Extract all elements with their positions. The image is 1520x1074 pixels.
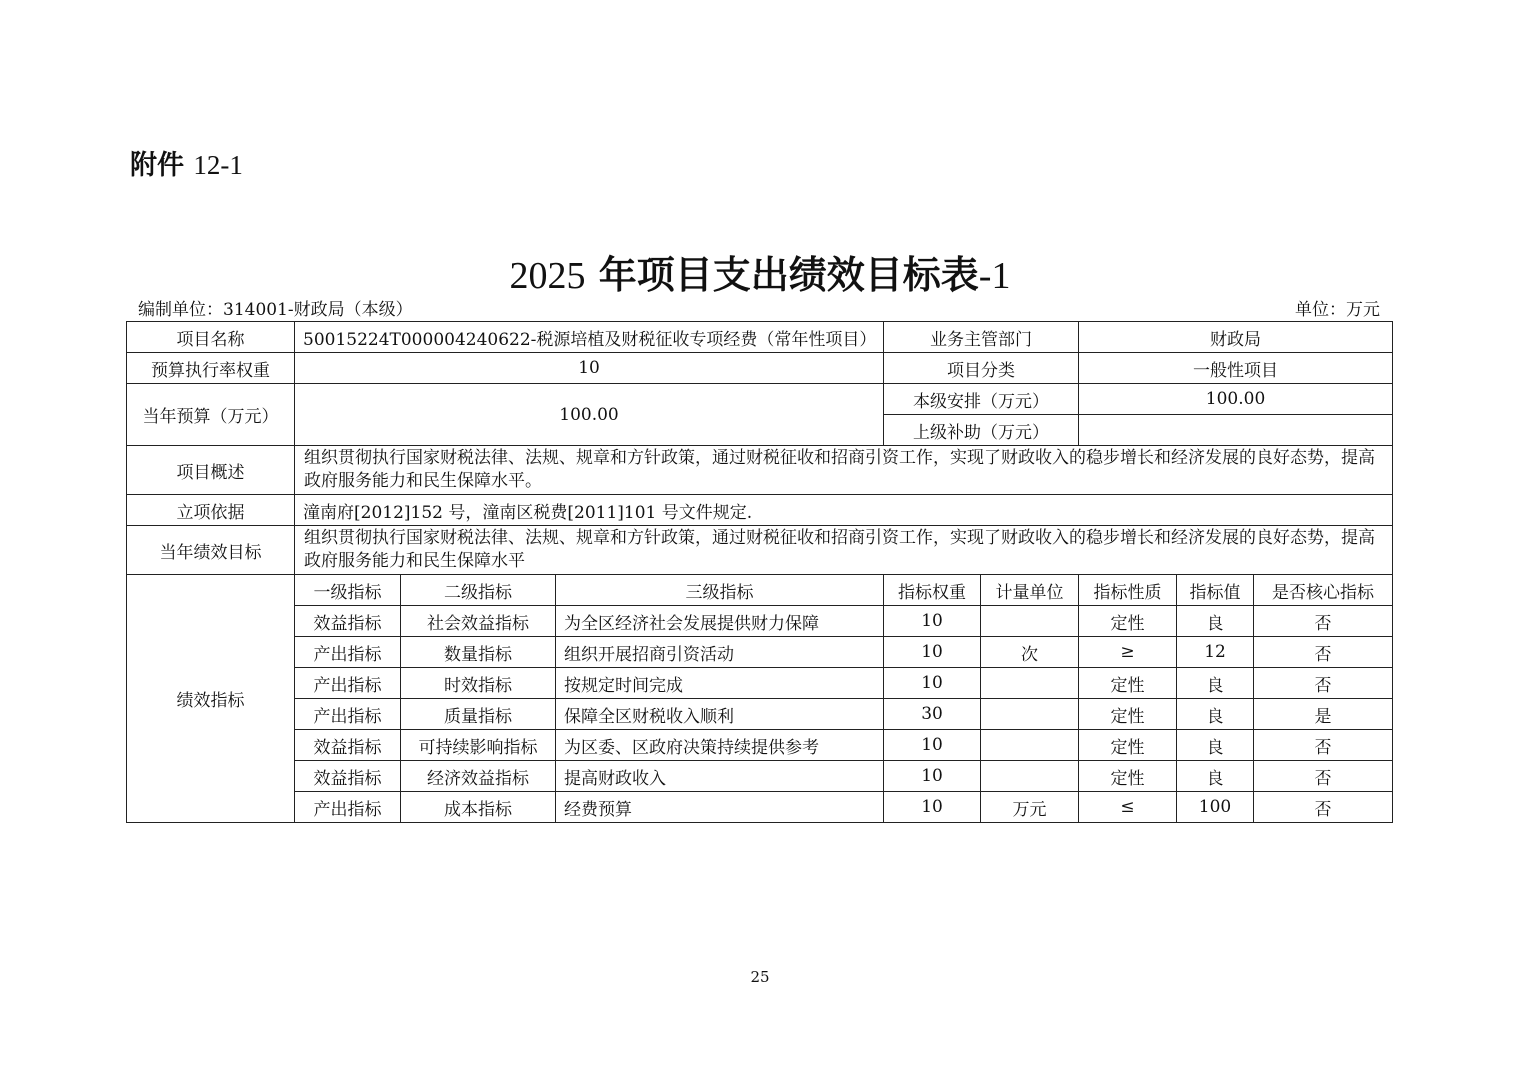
row-overview xyxy=(127,446,1393,495)
cell-level2: 成本指标 xyxy=(401,792,556,823)
cell-core: 否 xyxy=(1254,730,1393,761)
table-row xyxy=(127,606,1393,637)
overview-value: 组织贯彻执行国家财税法律、法规、规章和方针政策，通过财税征收和招商引资工作，实现了财政收入的稳步增长和经济发展的良好态势，提高政府服务能力和民生保障水平。 xyxy=(295,446,1393,495)
cell-level1: 效益指标 xyxy=(295,730,401,761)
cell-level1: 效益指标 xyxy=(295,606,401,637)
cell-level1: 产出指标 xyxy=(295,637,401,668)
basis-value: 潼南府[2012]152 号，潼南区税费[2011]101 号文件规定. xyxy=(295,495,1393,526)
cell-core: 否 xyxy=(1254,606,1393,637)
page-title xyxy=(0,244,1520,299)
cell-value: 100 xyxy=(1177,792,1254,823)
page-number: 25 xyxy=(750,968,770,986)
goal-label: 当年绩效目标 xyxy=(127,526,295,575)
weight-label: 预算执行率权重 xyxy=(127,353,295,384)
compiling-unit: 编制单位：314001-财政局（本级） xyxy=(138,300,413,320)
cell-weight: 10 xyxy=(884,637,981,668)
table-row xyxy=(127,699,1393,730)
cell-unit xyxy=(981,668,1079,699)
cell-level3: 保障全区财税收入顺利 xyxy=(556,699,884,730)
cell-value: 良 xyxy=(1177,606,1254,637)
cell-level3: 按规定时间完成 xyxy=(556,668,884,699)
table-row xyxy=(127,668,1393,699)
header-level2: 二级指标 xyxy=(401,575,556,606)
category-label: 项目分类 xyxy=(884,353,1079,384)
cell-weight: 30 xyxy=(884,699,981,730)
cell-core: 否 xyxy=(1254,792,1393,823)
weight-value: 10 xyxy=(295,353,884,384)
overview-label: 项目概述 xyxy=(127,446,295,495)
cell-unit xyxy=(981,699,1079,730)
cell-value: 良 xyxy=(1177,761,1254,792)
cell-unit: 次 xyxy=(981,637,1079,668)
indicator-header-row xyxy=(127,575,1393,606)
table-row xyxy=(127,637,1393,668)
row-project-name xyxy=(127,322,1393,353)
cell-value: 良 xyxy=(1177,699,1254,730)
dept-value: 财政局 xyxy=(1079,322,1393,353)
row-weight xyxy=(127,353,1393,384)
dept-label: 业务主管部门 xyxy=(884,322,1079,353)
cell-nature: 定性 xyxy=(1079,761,1177,792)
row-goal xyxy=(127,526,1393,575)
header-level1: 一级指标 xyxy=(295,575,401,606)
attachment-number: 12-1 xyxy=(193,150,243,180)
header-unit: 计量单位 xyxy=(981,575,1079,606)
header-nature: 指标性质 xyxy=(1079,575,1177,606)
project-name-label: 项目名称 xyxy=(127,322,295,353)
goal-value: 组织贯彻执行国家财税法律、法规、规章和方针政策，通过财税征收和招商引资工作，实现了财政收入的稳步增长和经济发展的良好态势，提高政府服务能力和民生保障水平 xyxy=(295,526,1393,575)
cell-weight: 10 xyxy=(884,761,981,792)
cell-nature: ≤ xyxy=(1079,792,1177,823)
header-core: 是否核心指标 xyxy=(1254,575,1393,606)
row-basis xyxy=(127,495,1393,526)
local-value: 100.00 xyxy=(1079,384,1393,415)
cell-level1: 产出指标 xyxy=(295,792,401,823)
table-row xyxy=(127,761,1393,792)
cell-unit xyxy=(981,761,1079,792)
title-suffix: -1 xyxy=(978,255,1011,297)
cell-level2: 经济效益指标 xyxy=(401,761,556,792)
cell-level3: 提高财政收入 xyxy=(556,761,884,792)
project-name-value: 50015224T000004240622-税源培植及财税征收专项经费（常年性项目） xyxy=(295,322,884,353)
cell-value: 良 xyxy=(1177,730,1254,761)
header-value: 指标值 xyxy=(1177,575,1254,606)
row-budget xyxy=(127,384,1393,415)
cell-level3: 组织开展招商引资活动 xyxy=(556,637,884,668)
cell-level2: 社会效益指标 xyxy=(401,606,556,637)
cell-weight: 10 xyxy=(884,606,981,637)
header-level3: 三级指标 xyxy=(556,575,884,606)
cell-level2: 可持续影响指标 xyxy=(401,730,556,761)
cell-level3: 为区委、区政府决策持续提供参考 xyxy=(556,730,884,761)
cell-unit xyxy=(981,606,1079,637)
cell-unit: 万元 xyxy=(981,792,1079,823)
title-year: 2025 xyxy=(509,255,586,297)
cell-level2: 数量指标 xyxy=(401,637,556,668)
cell-level3: 经费预算 xyxy=(556,792,884,823)
performance-table xyxy=(126,321,1393,823)
cell-nature: 定性 xyxy=(1079,699,1177,730)
cell-nature: 定性 xyxy=(1079,730,1177,761)
upper-label: 上级补助（万元） xyxy=(884,415,1079,446)
indicators-section-label: 绩效指标 xyxy=(127,575,295,823)
cell-level1: 产出指标 xyxy=(295,668,401,699)
cell-nature: 定性 xyxy=(1079,668,1177,699)
title-text: 年项目支出绩效目标表 xyxy=(598,253,979,297)
cell-core: 否 xyxy=(1254,637,1393,668)
cell-core: 是 xyxy=(1254,699,1393,730)
cell-level3: 为全区经济社会发展提供财力保障 xyxy=(556,606,884,637)
currency-unit: 单位：万元 xyxy=(1295,300,1380,320)
cell-core: 否 xyxy=(1254,761,1393,792)
local-label: 本级安排（万元） xyxy=(884,384,1079,415)
cell-weight: 10 xyxy=(884,668,981,699)
budget-value: 100.00 xyxy=(295,384,884,446)
cell-level1: 效益指标 xyxy=(295,761,401,792)
basis-label: 立项依据 xyxy=(127,495,295,526)
header-weight: 指标权重 xyxy=(884,575,981,606)
cell-level1: 产出指标 xyxy=(295,699,401,730)
category-value: 一般性项目 xyxy=(1079,353,1393,384)
cell-level2: 质量指标 xyxy=(401,699,556,730)
upper-value xyxy=(1079,415,1393,446)
cell-value: 12 xyxy=(1177,637,1254,668)
cell-value: 良 xyxy=(1177,668,1254,699)
cell-nature: ≥ xyxy=(1079,637,1177,668)
cell-weight: 10 xyxy=(884,730,981,761)
cell-level2: 时效指标 xyxy=(401,668,556,699)
table-row xyxy=(127,792,1393,823)
cell-core: 否 xyxy=(1254,668,1393,699)
budget-label: 当年预算（万元） xyxy=(127,384,295,446)
cell-weight: 10 xyxy=(884,792,981,823)
table-row xyxy=(127,730,1393,761)
attachment-label xyxy=(130,143,243,182)
cell-unit xyxy=(981,730,1079,761)
cell-nature: 定性 xyxy=(1079,606,1177,637)
attachment-prefix: 附件 xyxy=(130,150,184,181)
